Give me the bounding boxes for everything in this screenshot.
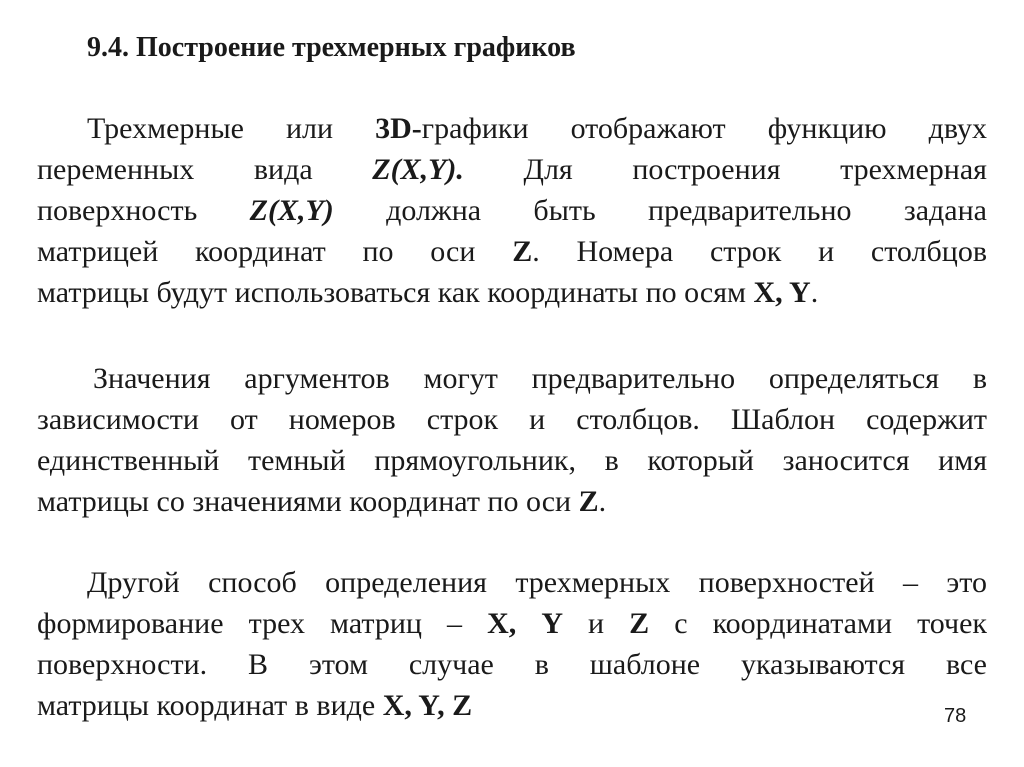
text-line: формирование трех матриц – X, Y и Z с координатами точек [37,607,987,640]
text-line: матрицей координат по оси Z. Номера строк и столбцов [37,235,987,268]
text-line: зависимости от номеров строк и столбцов. Шаблон содержит [37,403,987,436]
text-line: матрицы будут использоваться как координаты по осям X, Y. [37,276,819,309]
text-line: поверхность Z(X,Y) должна быть предварительно задана [37,194,987,227]
text-line: Трехмерные или 3D-графики отображают функцию двух [87,112,987,145]
paragraph-3d-graphs-intro [37,108,987,313]
text-line: матрицы со значениями координат по оси Z. [37,485,607,518]
paragraph-argument-values [37,358,987,522]
text-line: Значения аргументов могут предварительно определяться в [93,362,987,395]
text-line: поверхности. В этом случае в шаблоне указываются все [37,648,987,681]
paragraph-three-matrices [37,562,987,726]
section-heading: 9.4. Построение трехмерных графиков [87,32,576,63]
text-line: матрицы координат в виде X, Y, Z [37,689,473,722]
page-number: 78 [944,705,967,727]
text-line: переменных вида Z(X,Y). Для построения трехмерная [37,153,987,186]
text-line: единственный темный прямоугольник, в который заносится имя [37,444,987,477]
text-line: Другой способ определения трехмерных поверхностей – это [87,566,987,599]
